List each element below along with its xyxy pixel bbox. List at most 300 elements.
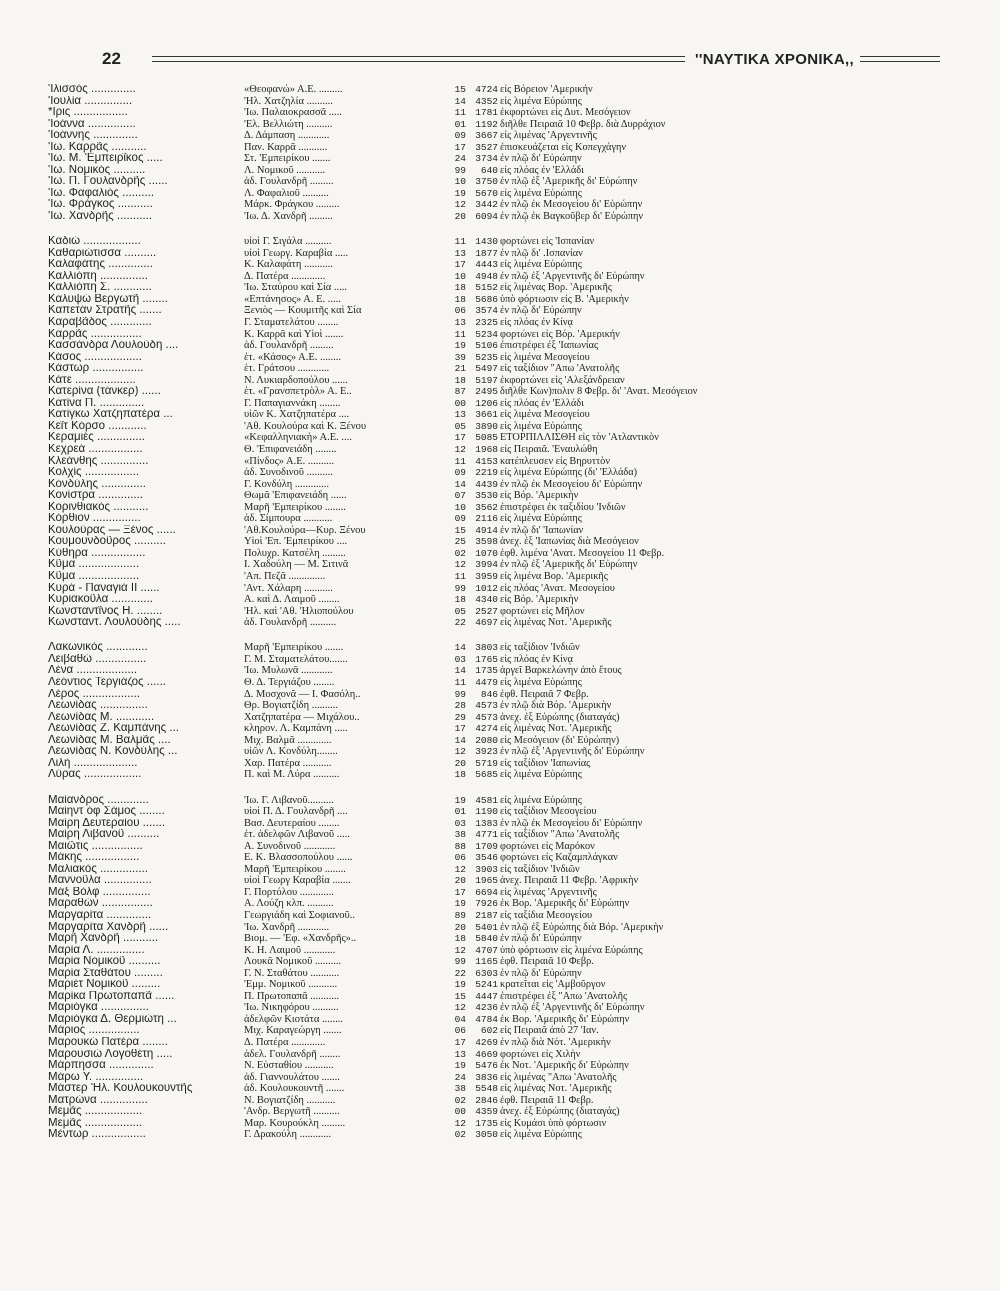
ship-name: 'Ιω. Χανδρῆς ........... [48, 211, 153, 223]
ship-row [48, 363, 958, 375]
class-code: 89 [454, 909, 466, 921]
owner: Μιχ. Βαλμᾶ ............. [244, 734, 332, 746]
owner: Υἱοὶ 'Επ. 'Εμπειρίκου .... [244, 536, 348, 548]
tonnage: 3598 [475, 536, 498, 548]
class-code: 14 [454, 478, 466, 490]
tonnage: 1192 [475, 118, 498, 130]
position: διῆλθε Κων)πολιν 8 Φεβρ. δι' 'Ανατ. Μεσόγειον [500, 386, 698, 398]
ship-row [48, 513, 958, 525]
tonnage: 4581 [475, 794, 498, 806]
tonnage: 3923 [475, 746, 498, 758]
tonnage: 3050 [475, 1129, 498, 1141]
position: ἐν πλῷ ἐξ Εὐρώπης διὰ Βόρ. 'Αμερικὴν [500, 921, 664, 933]
owner: Ν. Λυκιαρδοπούλου ...... [244, 374, 348, 386]
owner: 'Ελ. Βελλιώτη .......... [244, 118, 333, 130]
ship-row [48, 712, 958, 724]
owner: Πολυχρ. Κατσέλη ......... [244, 547, 346, 559]
owner: Λ. Νομικοῦ ........... [244, 164, 326, 176]
tonnage: 3562 [475, 501, 498, 513]
ship-name: Ματρώνα ............... [48, 1094, 148, 1106]
owner: Ν. Εὐσταθίου ........... [244, 1060, 334, 1072]
position: ἐν πλῷ δι' Εὐρώπην [500, 967, 582, 979]
ship-row [48, 956, 958, 968]
ship-row [48, 525, 958, 537]
ship-row [48, 211, 958, 223]
ship-row [48, 398, 958, 410]
ship-name: Κατίγκω Χατζηπατέρα ... [48, 409, 173, 421]
position: εἰς λιμένα Εὐρώπης (δι' 'Ελλάδα) [500, 467, 638, 479]
position: φορτώνει εἰς Καζαμπλάγκαν [500, 852, 618, 864]
ship-name: Μὰξ Βόλφ ............... [48, 886, 151, 898]
class-code: 06 [454, 852, 466, 864]
ship-name: Κῦμα ................... [48, 571, 140, 583]
ship-name: Λεωνίδας Μ. Βαλμᾶς .... [48, 734, 171, 746]
ship-name: 'Ιοάννα ............... [48, 118, 136, 130]
ship-row [48, 571, 958, 583]
position: εἰς λιμένας Νοτ. 'Αμερικῆς [500, 723, 612, 735]
ship-row [48, 735, 958, 747]
tonnage: 1735 [475, 1117, 498, 1129]
position: εἰς Πειραιᾶ. 'Εναυλώθη [500, 444, 598, 455]
tonnage: 4359 [475, 1106, 498, 1118]
position: εἰς Κυμάσι ὑπὸ φόρτωσιν [500, 1117, 607, 1129]
tonnage: 3661 [475, 409, 498, 421]
owner: Ν. Βογιατζίδη ........... [244, 1094, 336, 1106]
ship-row [48, 119, 958, 131]
ship-row [48, 841, 958, 853]
ship-name: Μάστερ 'Ηλ. Κουλουκουντῆς [48, 1083, 193, 1095]
owner: Θωμᾶ 'Επιφανειάδη ...... [244, 490, 347, 502]
position: εἰς λιμένα Εὐρώπης [500, 513, 582, 525]
class-code: 02 [454, 1094, 466, 1106]
position: ἀνεχ. Πειραιᾶ 11 Φεβρ. 'Αφρικὴν [500, 875, 639, 887]
tonnage: 4153 [475, 455, 498, 467]
position: ἀνεχ. ἐξ Εὐρώπης (διαταγάς) [500, 1106, 620, 1118]
owner: 'Ιω. Δ. Χανδρῆ ......... [244, 211, 333, 223]
ship-row [48, 829, 958, 841]
ship-row [48, 606, 958, 618]
ship-name: Καδιὼ .................. [48, 236, 141, 248]
class-code: 20 [454, 757, 466, 769]
owner: Ι. Χαδούλη — Μ. Σιτινᾶ [244, 559, 349, 571]
owner: Στ. 'Εμπειρίκου ....... [244, 153, 331, 165]
tonnage: 5197 [475, 374, 498, 386]
ship-row [48, 1002, 958, 1014]
class-code: 15 [454, 524, 466, 536]
tonnage: 5670 [475, 187, 498, 199]
ship-row [48, 1049, 958, 1061]
owner: Γ. Δρακούλη ............ [244, 1129, 332, 1141]
ship-name: Καλαφάτης .............. [48, 259, 153, 271]
ship-name: Κεῖτ Κόρσο ............ [48, 420, 147, 432]
owner: Α. Λούζη κλπ. .......... [244, 898, 334, 910]
owner: 'Ιω. Γ. Λιβανοῦ.......... [244, 794, 334, 806]
ship-name: Μαριόγκα ............... [48, 1002, 149, 1014]
class-code: 38 [454, 1083, 466, 1095]
ship-name: Μαραθὼν ................ [48, 898, 153, 910]
ship-row [48, 559, 958, 571]
tonnage: 1190 [475, 806, 498, 818]
position: ἐκφορτώνει εἰς Δυτ. Μεσόγειον [500, 107, 631, 119]
class-code: 19 [454, 979, 466, 991]
class-code: 17 [454, 259, 466, 271]
page-number: 22 [102, 49, 121, 68]
position: εἰς λιμένα Βορ. 'Αμερικῆς [500, 571, 608, 583]
position: ἐφθ. Πειραιᾶ 11 Φεβρ. [500, 1094, 594, 1106]
position: φορτώνει εἰς Μῆλον [500, 605, 585, 617]
tonnage: 4443 [475, 259, 498, 271]
position: ἐν πλῷ διὰ Βόρ. 'Αμερικὴν [500, 700, 612, 712]
tonnage: 3890 [475, 420, 498, 432]
owner: Γ. Παπαγιαννάκη ........ [244, 397, 341, 409]
tonnage: 4724 [475, 84, 498, 95]
tonnage: 3836 [475, 1071, 498, 1083]
ship-name: Μαρία Σταθάτου ......... [48, 967, 163, 979]
ship-name: Μαριόγκα Δ. Θερμιώτη ... [48, 1013, 177, 1025]
ship-name: Κωνσταντῖνος Η. ........ [48, 605, 163, 617]
tonnage: 3959 [475, 571, 498, 583]
ship-row [48, 142, 958, 154]
ship-name: 'Ιλισσός .............. [48, 84, 136, 95]
tonnage: 5234 [475, 328, 498, 340]
class-code: 09 [454, 513, 466, 525]
owner: ἑτ. «Κάσος» Α.Ε. ........ [244, 351, 342, 363]
owner: Α. καὶ Δ. Λαιμοῦ ........ [244, 594, 340, 606]
ship-row [48, 386, 958, 398]
ship-name: Καλυψὼ Βεργωτῆ ........ [48, 293, 168, 305]
position: ΕΤΟΡΠΙΛΛΙΣΘΗ εἰς τὸν 'Ατλαντικὸν [500, 432, 659, 444]
ship-name: Κουλούρας — Ξένος ...... [48, 524, 176, 536]
class-code: 11 [454, 328, 466, 340]
tonnage: 5401 [475, 921, 498, 933]
ship-name: 'Ιω. Καρρᾶς ........... [48, 141, 147, 153]
position: εἰς πλόας 'Ανατ. Μεσογείου [500, 582, 615, 594]
tonnage: 6303 [475, 967, 498, 979]
class-code: 19 [454, 898, 466, 910]
tonnage: 4707 [475, 944, 498, 956]
position: εἰς λιμένας Νοτ. 'Αμερικῆς [500, 617, 612, 629]
owner: ἀδ. Γιαννουλάτου ....... [244, 1071, 340, 1083]
ship-name: Μαργαρίτα .............. [48, 909, 152, 921]
owner: Κ. Καλαφάτη ........... [244, 259, 333, 271]
ship-name: Μαρία Λ. ............... [48, 944, 145, 956]
ship-name: Κονδύλης .............. [48, 478, 146, 490]
class-code: 18 [454, 282, 466, 294]
position: εἰς Μεσόγειον (δι' Εὐρώπην) [500, 734, 620, 746]
class-code: 12 [454, 944, 466, 956]
ship-name: Μαλιακὸς ............... [48, 863, 148, 875]
class-code: 18 [454, 933, 466, 945]
position: φορτώνει εἰς Βόρ. 'Αμερικήν [500, 328, 620, 340]
tonnage: 2219 [475, 467, 498, 479]
owner: Μιχ. Καραγεώργη ....... [244, 1025, 342, 1037]
tonnage: 846 [480, 688, 498, 700]
position: εἰς λιμένα Εὐρώπης [500, 187, 582, 199]
tonnage: 1383 [475, 817, 498, 829]
owner: «Κεφαλληνιακὴ» Α.Ε. .... [244, 432, 352, 444]
ship-row [48, 467, 958, 479]
class-code: 15 [454, 990, 466, 1002]
position: ἐν πλῷ δι' Εὐρώπην [500, 305, 582, 317]
tonnage: 3527 [475, 141, 498, 153]
position: ἐν πλῷ ἐκ Βαγκοῦβερ δι' Εὐρώπην [500, 211, 644, 223]
ship-row [48, 259, 958, 271]
class-code: 12 [454, 1002, 466, 1014]
class-code: 13 [454, 247, 466, 259]
tonnage: 1012 [475, 582, 498, 594]
owner: Ξενιὸς — Κουμιτῆς καὶ Σία [244, 305, 362, 317]
class-code: 24 [454, 1071, 466, 1083]
owner: Μαρῆ 'Εμπειρίκου ........ [244, 501, 346, 513]
ship-row [48, 352, 958, 364]
owner: υἱῶν Λ. Κονδύλη........ [244, 746, 338, 758]
tonnage: 4479 [475, 676, 498, 688]
owner: «Θεοφανώ» Α.Ε. ......... [244, 84, 343, 95]
tonnage: 6094 [475, 211, 498, 223]
ship-name: Κεχρεὰ ................. [48, 444, 143, 455]
ship-row [48, 758, 958, 770]
tonnage: 5686 [475, 293, 498, 305]
position: ἐπιστρέφει ἐξ 'Ιαπωνίας [500, 340, 599, 352]
ship-row [48, 96, 958, 108]
position: εἰς Βόρειον 'Αμερικήν [500, 84, 593, 95]
ship-row [48, 432, 958, 444]
position: ἐν πλῷ ἐκ Μεσογείου δι' Εὐρώπην [500, 478, 643, 490]
class-code: 10 [454, 270, 466, 282]
tonnage: 5476 [475, 1060, 498, 1072]
position: εἰς πλόας ἐν 'Ελλάδι [500, 397, 584, 409]
tonnage: 6694 [475, 886, 498, 898]
journal-title: ''ΝΑΥΤΙΚΑ ΧΡΟΝΙΚΑ,, [695, 50, 854, 68]
class-code: 39 [454, 351, 466, 363]
position: ἐν πλῷ δι' .Ισπανίαν [500, 247, 583, 259]
position: εἰς λιμένα Εὐρώπης [500, 95, 582, 107]
class-code: 13 [454, 409, 466, 421]
ship-name: Μάρπησσα .............. [48, 1060, 154, 1072]
owner: 'Ηλ. καὶ 'Αθ. 'Ηλιοπούλου [244, 605, 354, 617]
class-code: 18 [454, 293, 466, 305]
tonnage: 5685 [475, 769, 498, 781]
ship-name: Μαρία Νομικοῦ .......... [48, 956, 161, 968]
tonnage: 2846 [475, 1094, 498, 1106]
ship-name: 'Ιω. Φράγκος ........... [48, 199, 153, 211]
ship-name: Καλλιόπη Σ. ............ [48, 282, 152, 294]
class-code: 21 [454, 363, 466, 375]
owner: Μαρῆ 'Εμπειρίκου ........ [244, 863, 346, 875]
tonnage: 4573 [475, 700, 498, 712]
class-code: 09 [454, 130, 466, 142]
tonnage: 3546 [475, 852, 498, 864]
class-code: 99 [454, 164, 466, 176]
owner: ἀδελ. Γουλανδρῆ ........ [244, 1048, 341, 1060]
ship-name: Καλλιόπη ............... [48, 270, 148, 282]
ship-name: Κυριακοῦλα ............. [48, 594, 153, 606]
tonnage: 4439 [475, 478, 498, 490]
class-code: 03 [454, 653, 466, 665]
tonnage: 5085 [475, 432, 498, 444]
position: εἰς λιμένας Νοτ. 'Αμερικῆς [500, 1083, 612, 1095]
header-rule [152, 56, 685, 62]
ship-name: Κλεάνθης ............... [48, 455, 149, 467]
ship-name: Καπετὰν Στρατῆς ....... [48, 305, 162, 317]
tonnage: 3994 [475, 559, 498, 571]
tonnage: 1070 [475, 547, 498, 559]
ship-row [48, 1118, 958, 1130]
ship-row [48, 795, 958, 807]
ship-name: Λειβαθὼ ................ [48, 653, 147, 665]
ship-name: Κύθηρα ................. [48, 547, 146, 559]
class-code: 20 [454, 921, 466, 933]
position: ἐφθ. Πειραιᾶ 10 Φεβρ. [500, 956, 594, 968]
ship-row [48, 1025, 958, 1037]
class-code: 19 [454, 340, 466, 352]
class-code: 05 [454, 605, 466, 617]
tonnage: 1968 [475, 444, 498, 455]
owner: Δ. Πατέρα ............. [244, 270, 326, 282]
owner: Χαρ. Πατέρα ........... [244, 757, 332, 769]
class-code: 11 [454, 676, 466, 688]
tonnage: 3750 [475, 176, 498, 188]
tonnage: 4948 [475, 270, 498, 282]
ship-section [48, 795, 958, 1141]
owner: 'Απ. Πεζᾶ .............. [244, 571, 326, 583]
ship-row [48, 864, 958, 876]
class-code: 14 [454, 95, 466, 107]
tonnage: 2527 [475, 605, 498, 617]
ship-row [48, 806, 958, 818]
owner: Μαρ. Κουρούκλη ......... [244, 1117, 346, 1129]
ship-name: Μαρῆ Χανδρῆ ........... [48, 933, 159, 945]
owner: ἀδ. Συνοδινοῦ .......... [244, 467, 333, 479]
ship-row [48, 617, 958, 629]
ship-name: 'Ιω. Νομικός .......... [48, 164, 146, 176]
ship-name: Κάστωρ ................ [48, 363, 144, 375]
position: εἰς λιμένα Εὐρώπης [500, 769, 582, 781]
ship-name: Κονίστρα .............. [48, 490, 143, 502]
ship-name: Λύρας .................. [48, 769, 142, 781]
owner: ἀδ. Γουλανδρῆ .......... [244, 617, 337, 629]
position: ἐπισκευάζεται εἰς Κοπεγχάγην [500, 141, 627, 153]
ship-name: Λένα ................... [48, 665, 138, 677]
ship-name: Μαννοῦλα ............... [48, 875, 152, 887]
tonnage: 3574 [475, 305, 498, 317]
owner: υἱῶν Κ. Χατζηπατέρα .... [244, 409, 350, 421]
class-code: 24 [454, 153, 466, 165]
class-code: 00 [454, 1106, 466, 1118]
ship-row [48, 1060, 958, 1072]
ship-name: Λιλὴ .................... [48, 757, 138, 769]
tonnage: 4697 [475, 617, 498, 629]
position: ἐν πλῷ ἐξ 'Αργεντινῆς δι' Εὐρώπην [500, 270, 645, 282]
position: κατέπλευσεν εἰς Βηρυττὸν [500, 455, 610, 467]
ship-row [48, 329, 958, 341]
ship-row [48, 536, 958, 548]
owner: υἱοὶ Γ. Σιγάλα .......... [244, 236, 332, 248]
owner: Γ. Σταματελάτου ........ [244, 316, 339, 328]
position: εἰς Βόρ. 'Αμερικὴν [500, 594, 579, 606]
ship-name: Μαίρη Λιβανοῦ .......... [48, 829, 160, 841]
owner: Θρ. Βογιατζίδη .......... [244, 700, 338, 712]
tonnage: 4447 [475, 990, 498, 1002]
position: ἐν πλῷ διὰ Νότ. 'Αμερικὴν [500, 1036, 611, 1048]
class-code: 99 [454, 582, 466, 594]
position: ἐν πλῷ ἐξ 'Αργεντινῆς δι' Εὐρώπην [500, 746, 645, 758]
ship-row [48, 248, 958, 260]
position: εἰς ταξίδιον "Απω 'Ανατολῆς [500, 829, 620, 841]
ship-name: Λακωνικὸς ............. [48, 642, 148, 654]
ship-row [48, 677, 958, 689]
page-header [100, 44, 940, 74]
ship-name: Λεωνίδας Ν. Κονδύλης ... [48, 746, 178, 758]
ship-name: Κωνσταντ. Λουλούδης ..... [48, 617, 181, 629]
owner: 'Ηλ. Χατζηλία .......... [244, 95, 333, 107]
position: εἰς Πειραιᾶ ἀπὸ 27 'Ιαν. [500, 1025, 599, 1037]
position: εἰς λιμένας 'Αργεντινῆς [500, 130, 597, 142]
tonnage: 5840 [475, 933, 498, 945]
position: εἰς ταξίδιον Μεσογείου [500, 806, 597, 818]
position: ἐπιστρέφει ἐξ "Απω 'Ανατολῆς [500, 990, 628, 1002]
position: ἐν πλῷ ἐκ Μεσογείου δι' Εὐρώπην [500, 817, 643, 829]
owner: ἀδ. Κουλουκουντῆ ....... [244, 1083, 345, 1095]
tonnage: 5106 [475, 340, 498, 352]
owner: Βασ. Δευτεραίου ........ [244, 817, 340, 829]
ship-row [48, 922, 958, 934]
class-code: 18 [454, 374, 466, 386]
ship-row [48, 1095, 958, 1107]
position: φορτώνει εἰς Μαρόκον [500, 840, 595, 852]
position: ἐκ Νοτ. 'Αμερικῆς δι' Εὐρώπην [500, 1060, 629, 1072]
owner: 'Ανδρ. Βεργωτῆ .......... [244, 1106, 340, 1118]
ship-row [48, 1072, 958, 1084]
owner: 'Αντ. Χάλαρη ........... [244, 582, 333, 594]
ship-row [48, 665, 958, 677]
position: εἰς πλόας ἐν Κίνᾳ [500, 653, 573, 665]
class-code: 04 [454, 1013, 466, 1025]
class-code: 17 [454, 141, 466, 153]
ship-row [48, 654, 958, 666]
owner: υἱοὶ Γεωργ Καραβία ....... [244, 875, 351, 887]
ship-name: Μαρουσιὼ Λογοθέτη ..... [48, 1048, 173, 1060]
ship-name: Λεόντιος Τεργιάζος ...... [48, 676, 166, 688]
tonnage: 7926 [475, 898, 498, 910]
ship-row [48, 84, 958, 96]
class-code: 05 [454, 420, 466, 432]
class-code: 02 [454, 1129, 466, 1141]
ship-name: Καρρᾶς ................ [48, 328, 142, 340]
owner: Δ. Δάμπαση ............ [244, 130, 330, 142]
position: ἐπιστρέφει ἐκ ταξιδίου 'Ινδιῶν [500, 501, 626, 513]
ship-row [48, 479, 958, 491]
owner: «Πίνδος» Α.Ε. .......... [244, 455, 335, 467]
position: ἐν πλῷ ἐξ 'Αργεντινῆς δι' Εὐρώπην [500, 1002, 645, 1014]
ship-row [48, 236, 958, 248]
ship-name: Μαίανδρος ............. [48, 794, 149, 806]
class-code: 10 [454, 176, 466, 188]
ship-row [48, 294, 958, 306]
tonnage: 4352 [475, 95, 498, 107]
ship-row [48, 444, 958, 456]
class-code: 14 [454, 642, 466, 654]
class-code: 01 [454, 118, 466, 130]
position: ἀργεῖ Βαρκελώνην ἀπὸ ἔτους [500, 665, 622, 677]
ship-row [48, 1037, 958, 1049]
owner: κληρον. Λ. Καμπάνη ..... [244, 723, 348, 735]
ship-name: 'Ιω. Π. Γουλανδρῆς ...... [48, 176, 168, 188]
ship-name: Μεμᾶς .................. [48, 1117, 143, 1129]
ship-row [48, 968, 958, 980]
class-code: 01 [454, 806, 466, 818]
ship-name: Λεωνίδας ............... [48, 700, 148, 712]
